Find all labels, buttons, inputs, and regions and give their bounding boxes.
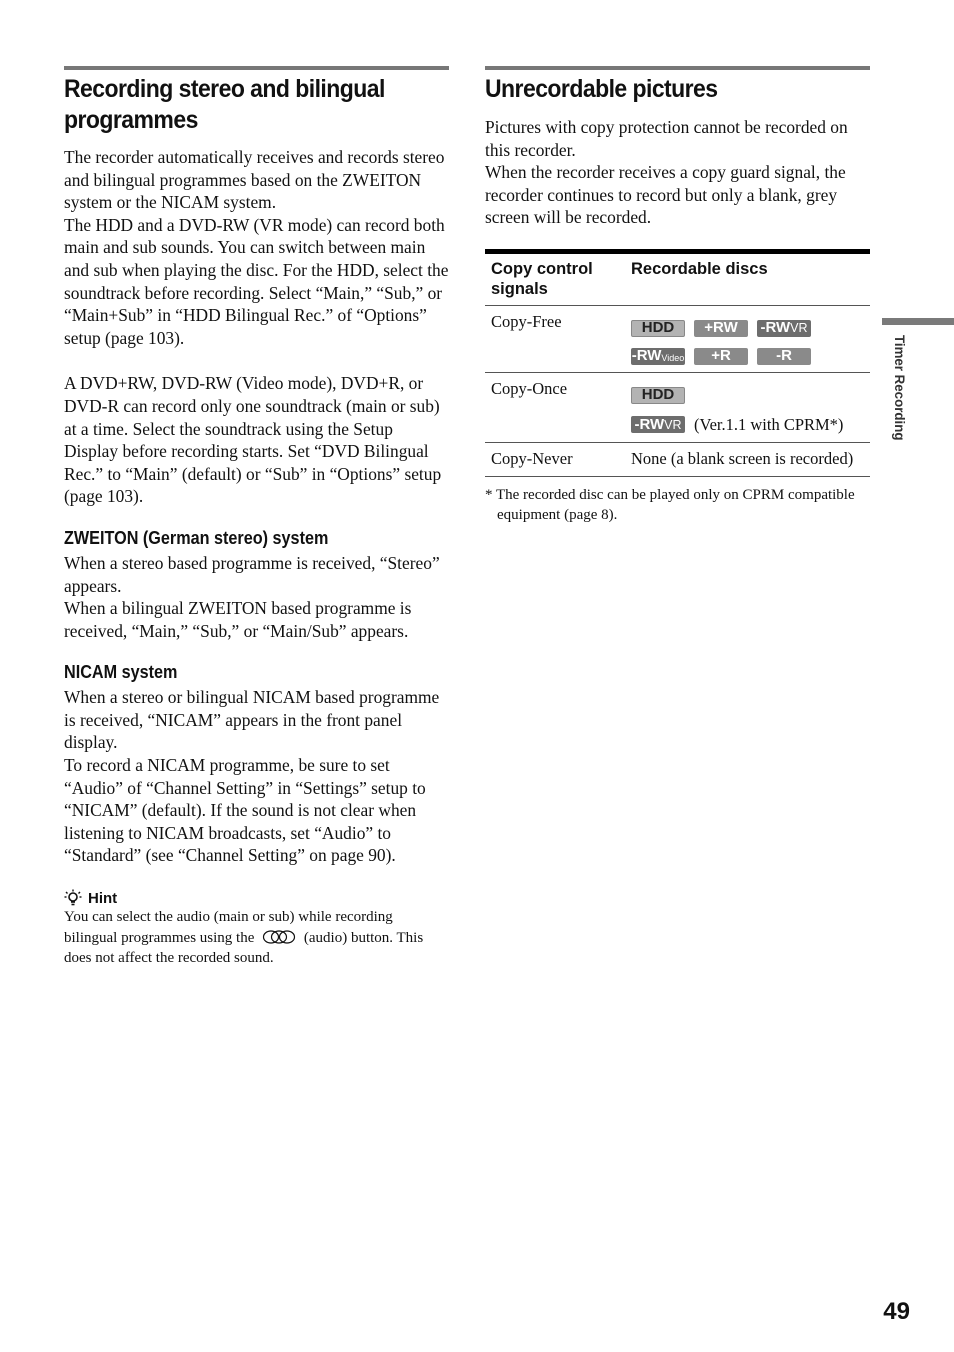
- badge-sub: VR: [790, 321, 808, 336]
- paragraph-hdd: The HDD and a DVD-RW (VR mode) can record both main and sub sounds. You can switch between main and sub when playing the disc. For the HDD, select the soundtrack before recording. Select “Main,” “Sub,” or “Main+Sub” in “HDD Bilingual Rec.” of “Options” setup (page 103).: [64, 214, 449, 348]
- paragraph-nicam-record: To record a NICAM programme, be sure to set “Audio” of “Channel Setting” in “Settings” setup to “NICAM” (default). If the sound is not clear when listening to NICAM broadcasts, set “Audio” to “Standard” (see “Channel Setting” on page 90).: [64, 755, 426, 866]
- paragraph-dvd: A DVD+RW, DVD-RW (Video mode), DVD+R, or DVD-R can record only one soundtrack (main or sub) at a time. Select the soundtrack using the Setup Display before recording starts. Set “DVD Bilingual Rec.” to “Main” (default) or “Sub” in “Options” setup (page 103).: [64, 373, 442, 507]
- heading-line-2: programmes: [64, 106, 198, 134]
- minus-r-badge: -R: [757, 348, 811, 365]
- signal-cell: Copy-Free: [485, 305, 625, 372]
- badge-sub: VR: [664, 417, 682, 432]
- badge-main: -RW: [634, 415, 665, 433]
- side-tab-label: Timer Recording: [892, 335, 908, 441]
- signal-cell: Copy-Once: [485, 372, 625, 442]
- page-number: 49: [883, 1298, 910, 1325]
- left-column: [64, 66, 449, 969]
- paragraph-zweiton-bilingual: When a bilingual ZWEITON based programme is received, “Main,” “Sub,” or “Main/Sub” appears.: [64, 598, 412, 641]
- subheading-nicam: NICAM system: [64, 662, 178, 683]
- discs-cell: None (a blank screen is recorded): [625, 442, 870, 476]
- audio-button-icon: [262, 930, 296, 944]
- col-header-signals: Copy control signals: [485, 251, 625, 305]
- table-row: [485, 442, 870, 476]
- hint-header: [64, 889, 449, 907]
- badge-row: [631, 415, 864, 435]
- paragraph-zweiton-stereo: When a stereo based programme is received, “Stereo” appears.: [64, 552, 440, 596]
- badge-row: [631, 348, 864, 365]
- heading-rule-right: [485, 66, 870, 70]
- cprm-note: (Ver.1.1 with CPRM*): [694, 414, 844, 434]
- plus-r-badge: +R: [694, 348, 748, 365]
- hint-text: [64, 907, 449, 969]
- hint-text-before: You can select the audio (main or sub) while recording bilingual programmes using the: [64, 909, 393, 946]
- hint-text-after: (audio) button. This does not affect the recorded sound.: [64, 929, 424, 967]
- hdd-badge: HDD: [631, 387, 685, 404]
- plus-rw-badge: +RW: [694, 320, 748, 337]
- paragraph-copy-guard: When the recorder receives a copy guard signal, the recorder continues to record but only a blank, grey screen will be recorded.: [485, 162, 846, 228]
- signal-cell: Copy-Never: [485, 442, 625, 476]
- copy-control-table: [485, 249, 870, 477]
- lightbulb-icon: [64, 889, 82, 907]
- table-row: [485, 305, 870, 372]
- badge-main: -RW: [760, 319, 791, 337]
- section-heading-bilingual: [64, 74, 418, 136]
- heading-line-1: Recording stereo and bilingual: [64, 75, 385, 103]
- footnote: * The recorded disc can be played only on CPRM compatible equipment (page 8).: [485, 486, 855, 523]
- heading-rule: [64, 66, 449, 70]
- paragraph-intro: The recorder automatically receives and records stereo and bilingual programmes based on the ZWEITON system or the NICAM system.: [64, 147, 445, 213]
- right-column: [485, 66, 870, 525]
- minus-rw-video-badge: [631, 348, 685, 365]
- subheading-zweiton: ZWEITON (German stereo) system: [64, 527, 329, 548]
- badge-row: [631, 320, 864, 337]
- side-tab-marker: [882, 318, 954, 325]
- col-header-discs: Recordable discs: [625, 251, 870, 305]
- minus-rw-vr-badge: [757, 320, 811, 337]
- table-header-row: [485, 251, 870, 305]
- minus-rw-vr-badge: [631, 416, 685, 433]
- hdd-badge: HDD: [631, 320, 685, 337]
- paragraph-copy-protection: Pictures with copy protection cannot be recorded on this recorder.: [485, 117, 848, 160]
- badge-row: [631, 387, 864, 404]
- table-row: [485, 372, 870, 442]
- hint-label: Hint: [88, 889, 118, 907]
- discs-cell: [625, 372, 870, 442]
- badge-main: -RW: [631, 347, 662, 365]
- section-heading-unrecordable: Unrecordable pictures: [485, 75, 718, 103]
- discs-cell: [625, 305, 870, 372]
- badge-sub: Video: [661, 352, 685, 363]
- paragraph-nicam-received: When a stereo or bilingual NICAM based programme is received, “NICAM” appears in the front panel display.: [64, 687, 440, 753]
